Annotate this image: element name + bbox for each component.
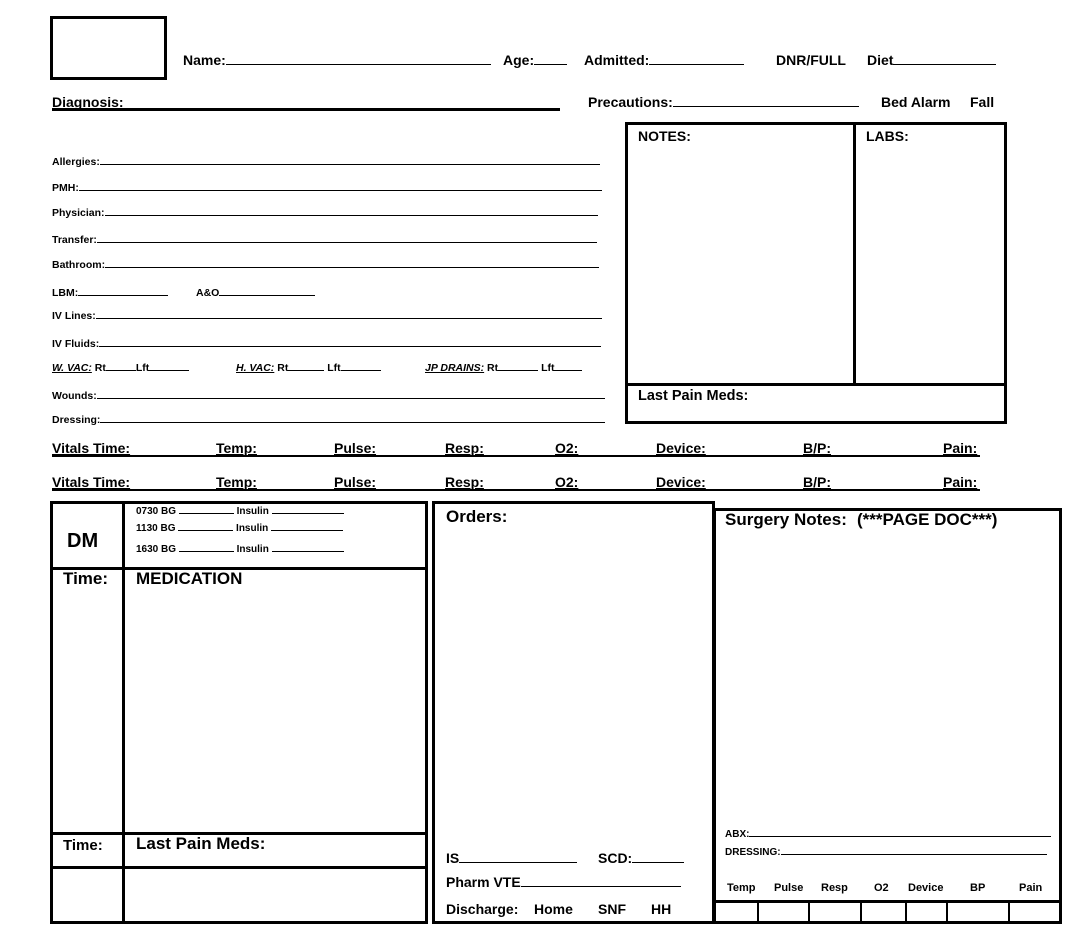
age-field[interactable]: Age: — [503, 52, 567, 68]
col-device: Device — [908, 882, 944, 894]
name-field[interactable]: Name: — [183, 52, 491, 68]
iv-fluids-field[interactable]: IV Fluids: — [52, 335, 601, 350]
time-label: Time: — [63, 569, 109, 588]
notes-label: NOTES: — [638, 128, 691, 144]
labs-area[interactable] — [858, 148, 1002, 380]
postop-cell-divider — [1008, 900, 1010, 922]
medication-area[interactable] — [126, 592, 424, 828]
diet-field[interactable]: Diet — [867, 52, 996, 68]
notes-labs-divider — [853, 122, 856, 385]
postop-cell-divider — [808, 900, 810, 922]
vitals-temp-label: Temp: — [216, 440, 257, 456]
dm-column-divider — [122, 501, 125, 924]
vitals-time-label: Vitals Time: — [52, 440, 131, 456]
orders-label: Orders: — [446, 507, 508, 526]
bathroom-field[interactable]: Bathroom: — [52, 256, 599, 271]
last-pain-meds-label-2: Last Pain Meds: — [136, 834, 266, 853]
pain-meds-bottom-line — [50, 866, 428, 869]
ao-field[interactable]: A&O — [196, 284, 315, 299]
labs-label: LABS: — [866, 128, 909, 144]
diagnosis-line[interactable] — [52, 108, 560, 111]
is-field[interactable]: IS — [446, 850, 577, 866]
last-pain-meds-label: Last Pain Meds: — [638, 388, 749, 404]
col-temp: Temp — [727, 882, 756, 894]
patient-photo-box — [50, 16, 167, 80]
admitted-field[interactable]: Admitted: — [584, 52, 744, 68]
code-status-label: DNR/FULL — [776, 52, 846, 68]
vitals-o2-label: O2: — [555, 474, 579, 490]
jp-drains-field[interactable]: JP DRAINS: Rt Lft — [425, 359, 582, 374]
vitals-row-1-line — [52, 455, 980, 457]
postop-cell-divider — [860, 900, 862, 922]
bg-1130-field[interactable]: 1130 BG Insulin — [136, 521, 343, 534]
vitals-bp-label: B/P: — [803, 440, 831, 456]
surgery-notes-area[interactable] — [720, 534, 1056, 824]
w-vac-field[interactable]: W. VAC: Rt Lft — [52, 359, 189, 374]
col-resp: Resp — [821, 882, 848, 894]
vitals-pain-label: Pain: — [943, 474, 978, 490]
vitals-resp-label: Resp: — [445, 474, 484, 490]
postop-cell-divider — [905, 900, 907, 922]
vitals-device-label: Device: — [656, 440, 706, 456]
col-o2: O2 — [874, 882, 889, 894]
vitals-pain-label: Pain: — [943, 440, 978, 456]
h-vac-field[interactable]: H. VAC: Rt Lft — [236, 359, 381, 374]
vitals-temp-label: Temp: — [216, 474, 257, 490]
pharm-vte-field[interactable]: Pharm VTE — [446, 874, 681, 890]
vitals-time-label: Vitals Time: — [52, 474, 131, 490]
lbm-field[interactable]: LBM: — [52, 284, 168, 299]
bed-alarm-label: Bed Alarm — [881, 94, 951, 110]
vitals-pulse-label: Pulse: — [334, 474, 377, 490]
scd-field[interactable]: SCD: — [598, 850, 684, 866]
transfer-field[interactable]: Transfer: — [52, 231, 597, 246]
postop-cell-divider — [757, 900, 759, 922]
col-pain: Pain — [1019, 882, 1043, 894]
postop-cell-divider — [946, 900, 948, 922]
abx-field[interactable]: ABX: — [725, 827, 1051, 840]
discharge-home[interactable]: Home — [534, 901, 573, 917]
dressing-surgery-field[interactable]: DRESSING: — [725, 845, 1047, 858]
notes-area[interactable] — [630, 148, 850, 380]
vitals-resp-label: Resp: — [445, 440, 484, 456]
allergies-field[interactable]: Allergies: — [52, 153, 600, 168]
fall-label: Fall — [970, 94, 995, 110]
discharge-hh[interactable]: HH — [651, 901, 672, 917]
medication-label: MEDICATION — [136, 569, 243, 588]
page-doc-label: (***PAGE DOC***) — [857, 510, 998, 529]
discharge-snf[interactable]: SNF — [598, 901, 626, 917]
surgery-notes-label: Surgery Notes: — [725, 510, 847, 529]
col-pulse: Pulse — [774, 882, 804, 894]
vitals-bp-label: B/P: — [803, 474, 831, 490]
precautions-field[interactable]: Precautions: — [588, 94, 859, 110]
orders-area[interactable] — [440, 530, 708, 830]
vitals-pulse-label: Pulse: — [334, 440, 377, 456]
pmh-field[interactable]: PMH: — [52, 179, 602, 194]
wounds-field[interactable]: Wounds: — [52, 387, 605, 402]
bg-1630-field[interactable]: 1630 BG Insulin — [136, 542, 344, 555]
vitals-row-2-line — [52, 489, 980, 491]
vitals-device-label: Device: — [656, 474, 706, 490]
dressing-field[interactable]: Dressing: — [52, 411, 605, 426]
bg-0730-field[interactable]: 0730 BG Insulin — [136, 504, 344, 517]
vitals-o2-label: O2: — [555, 440, 579, 456]
col-bp: BP — [970, 882, 986, 894]
physician-field[interactable]: Physician: — [52, 204, 598, 219]
iv-lines-field[interactable]: IV Lines: — [52, 307, 602, 322]
diagnosis-label: Diagnosis: — [52, 94, 124, 110]
last-pain-meds-divider — [625, 383, 1007, 386]
dm-label: DM — [67, 530, 99, 552]
time-label-2: Time: — [63, 837, 103, 854]
discharge-label: Discharge: — [446, 901, 519, 917]
